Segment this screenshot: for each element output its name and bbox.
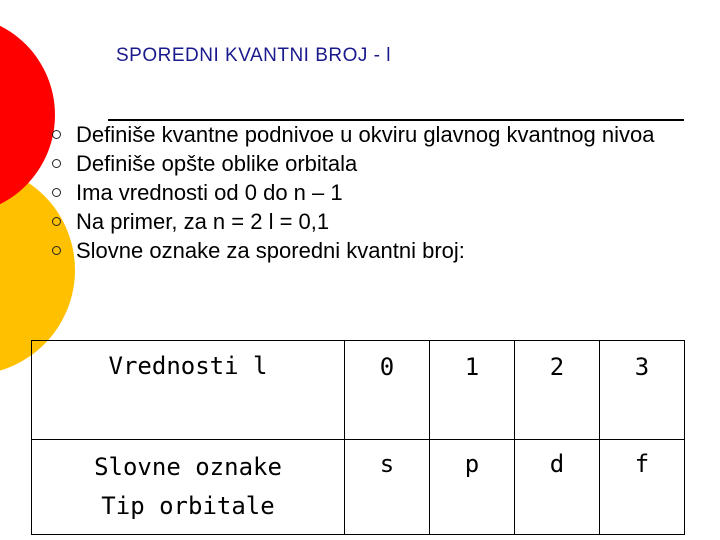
row-header-line: Slovne oznake	[94, 453, 282, 481]
bullet-item	[48, 236, 668, 265]
table-cell: 2	[515, 341, 600, 440]
bullet-item	[48, 178, 668, 207]
bullet-text: Definiše kvantne podnivoe u okviru glavnog kvantnog nivoa	[76, 122, 655, 147]
bullet-circle-icon	[52, 130, 61, 139]
bullet-text: Definiše opšte oblike orbitala	[76, 151, 358, 176]
row-header-letters	[32, 440, 345, 535]
bullet-circle-icon	[52, 188, 61, 197]
bullet-list	[48, 120, 668, 265]
bullet-text: Slovne oznake za sporedni kvantni broj:	[76, 238, 465, 263]
row-header-values: Vrednosti l	[32, 341, 345, 440]
table-cell: 3	[600, 341, 685, 440]
table-cell: 1	[430, 341, 515, 440]
table-cell: f	[600, 440, 685, 535]
bullet-item	[48, 149, 668, 178]
bullet-item	[48, 207, 668, 236]
bullet-item	[48, 120, 668, 149]
bullet-circle-icon	[52, 159, 61, 168]
table-row	[32, 341, 685, 440]
bullet-text: Ima vrednosti od 0 do n – 1	[76, 180, 343, 205]
table-row	[32, 440, 685, 535]
table-cell: 0	[345, 341, 430, 440]
table-cell: d	[515, 440, 600, 535]
bullet-text: Na primer, za n = 2 l = 0,1	[76, 209, 330, 234]
bullet-circle-icon	[52, 246, 61, 255]
table-cell: s	[345, 440, 430, 535]
orbital-table	[31, 340, 685, 535]
table-cell: p	[430, 440, 515, 535]
bullet-circle-icon	[52, 217, 61, 226]
slide-title: SPOREDNI KVANTNI BROJ - l	[116, 45, 392, 66]
row-header-line: Tip orbitale	[101, 492, 275, 520]
